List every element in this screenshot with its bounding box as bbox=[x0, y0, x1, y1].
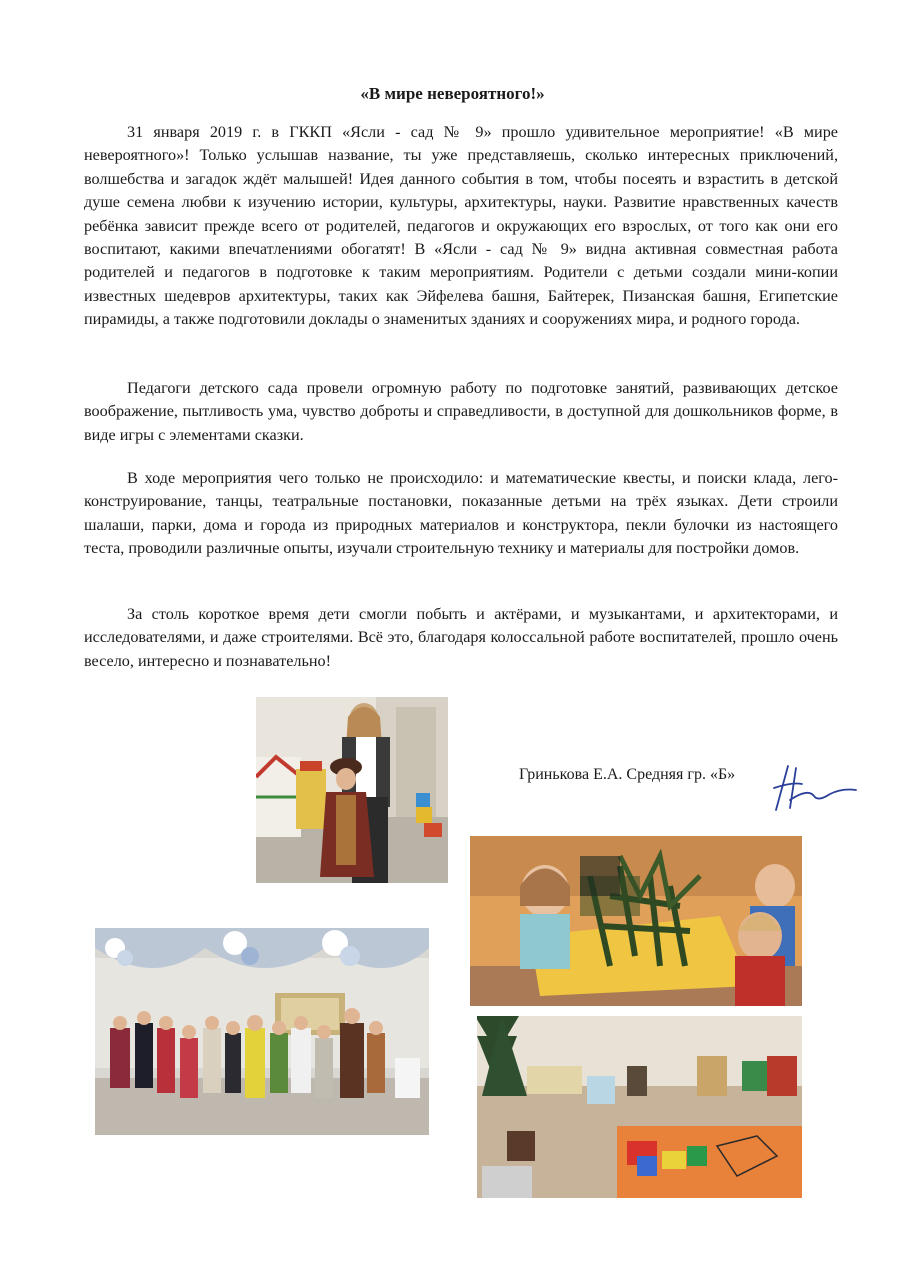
document-title: «В мире невероятного!» bbox=[360, 84, 545, 103]
photo-children-performance bbox=[95, 928, 429, 1135]
photo-teacher-with-child bbox=[256, 697, 448, 883]
paragraph-2: Педагоги детского сада провели огромную работу по подготовке занятий, развивающих детское воображение, пытливость ума, чувство доброты и справедливости, в доступной для дошкольников форме, в виде игры с элементами сказки. bbox=[84, 379, 838, 444]
photo-children-at-table bbox=[470, 836, 802, 1006]
photo-room-with-models bbox=[477, 1016, 802, 1198]
signature-text: Гринькова Е.А. Средняя гр. «Б» bbox=[519, 766, 736, 783]
paragraph-3: В ходе мероприятия чего только не происходило: и математические квесты, и поиски клада, лего-конструирование, танцы, театральные постановки, показанные детьми на трёх языках. Дети строили шалаши, парки, дома и города из природных материалов и конструктора, пекли булочки из настоящего теста, проводили различные опыты, изучали строительную технику и материалы для постройки домов. bbox=[84, 469, 838, 558]
paragraph-4: За столь короткое время дети смогли побыть и актёрами, и музыкантами, и архитекторами, и исследователями, и даже строителями. Всё это, благодаря колоссальной работе воспитателей, прошло очень весело, интересно и познавательно! bbox=[84, 605, 838, 670]
handwritten-signature-icon bbox=[768, 758, 860, 821]
paragraph-1: 31 января 2019 г. в ГККП «Ясли - сад № 9» прошло удивительное мероприятие! «В мире невероятного»! Только услышав название, ты уже представляешь, сколько интересных приключений, волшебства и загадок ждёт малышей! Идея данного события в том, чтобы посеять и взрастить в детской душе семена любви к изучению истории, культуры, архитектуры, науки. Развитие нравственных качеств ребёнка зависит прежде всего от родителей, педагогов и окружающих его взрослых, от того как они его воспитают, какими впечатлениями обогатят! В «Ясли - сад № 9» видна активная совместная работа родителей и педагогов в подготовке к таким мероприятиям. Родители с детьми создали мини-копии известных шедевров архитектуры, таких как Эйфелева башня, Байтерек, Пизанская башня, Египетские пирамиды, а также подготовили доклады о знаменитых зданиях и сооружениях мира, и родного города. bbox=[84, 123, 838, 329]
